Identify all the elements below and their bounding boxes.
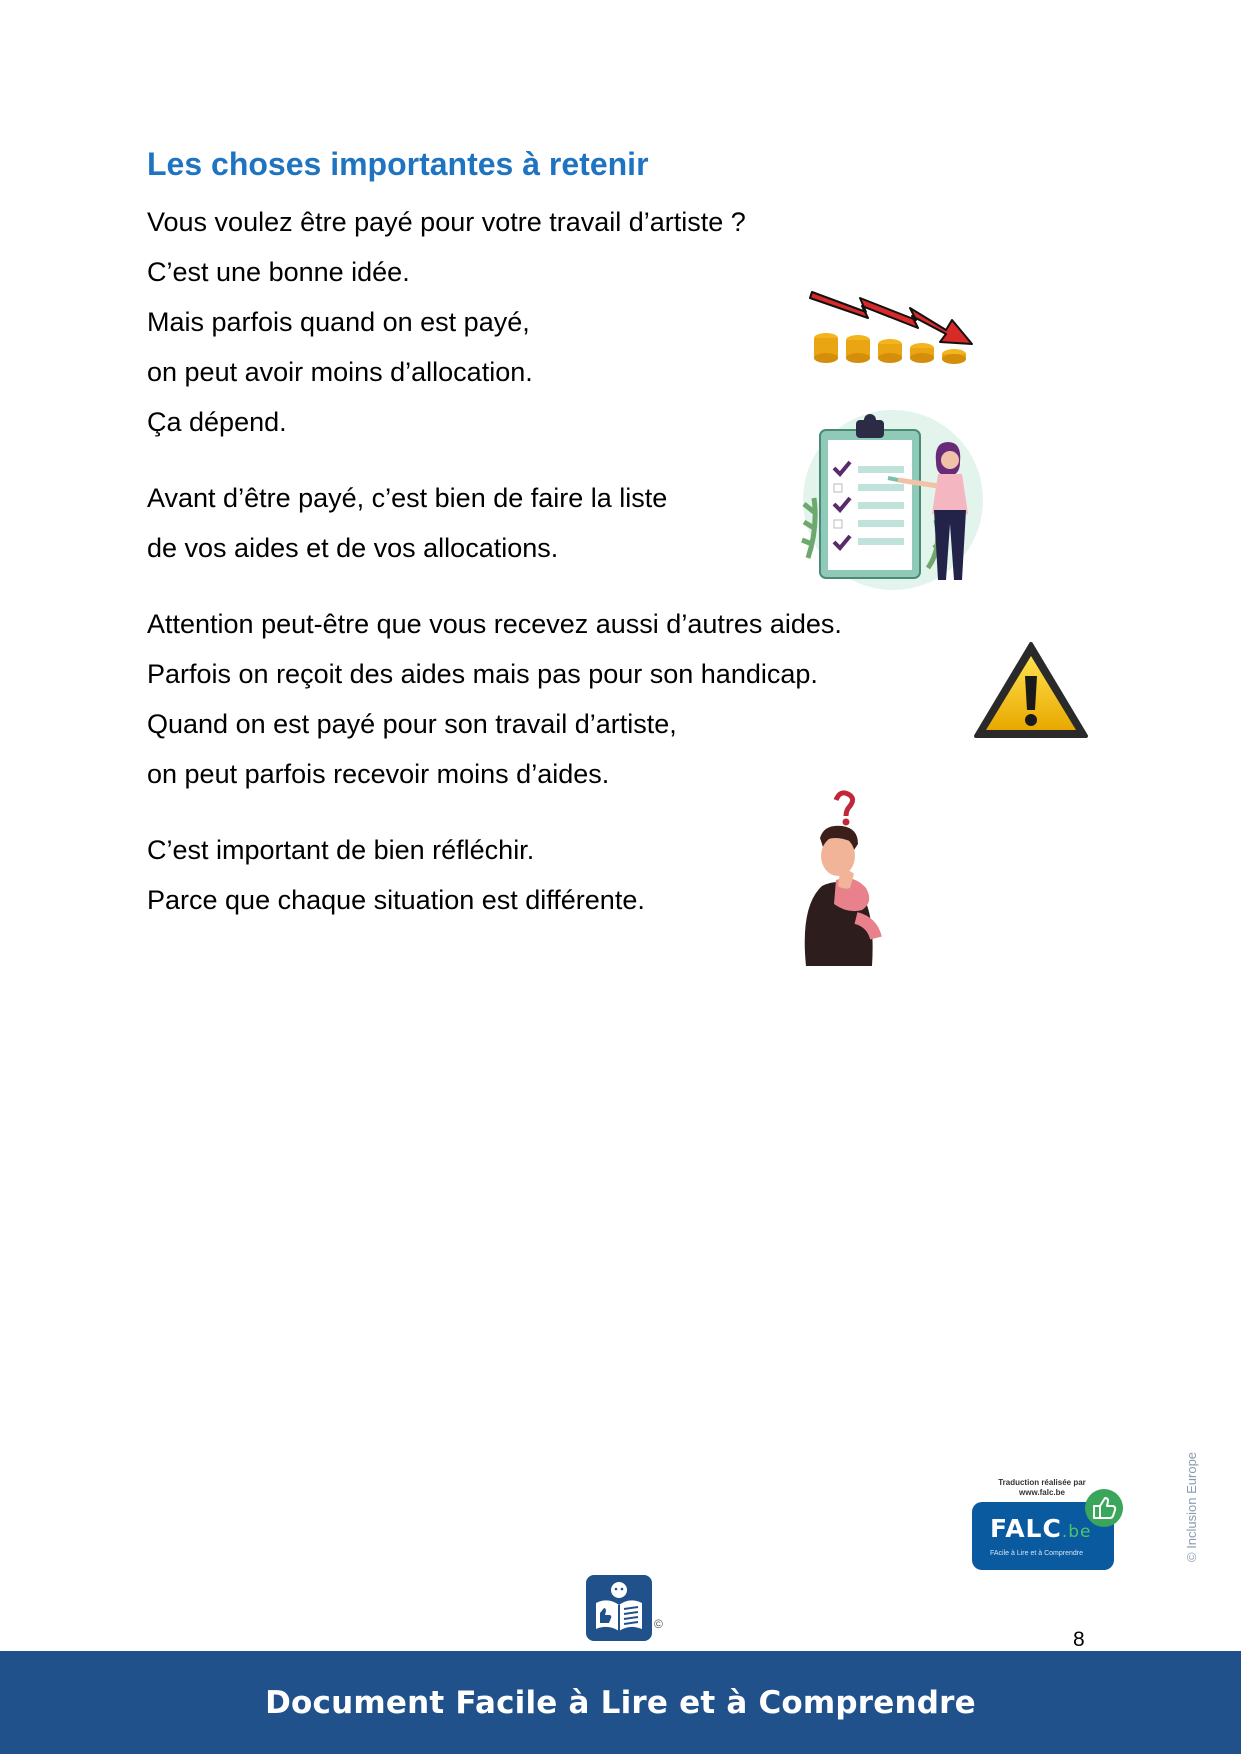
body-line: Vous voulez être payé pour votre travail d’artiste ?: [147, 207, 746, 237]
falc-tagline: FAcile à Lire et à Comprendre: [990, 1550, 1083, 1557]
falc-logo-main: FALC: [990, 1514, 1062, 1543]
falc-caption-line1: Traduction réalisée par: [998, 1478, 1086, 1487]
body-line: C’est une bonne idée.: [147, 257, 410, 287]
body-line: Parce que chaque situation est différente.: [147, 885, 645, 915]
chart-down-coins-icon: [806, 286, 976, 366]
body-line: on peut avoir moins d’allocation.: [147, 357, 533, 387]
footer-title: Document Facile à Lire et à Comprendre: [265, 1684, 976, 1721]
footer-bar: [0, 1651, 1241, 1754]
checklist-woman-icon: [798, 408, 984, 592]
body-line: Avant d’être payé, c’est bien de faire la liste: [147, 483, 668, 513]
body-line: Parfois on reçoit des aides mais pas pour son handicap.: [147, 659, 818, 689]
body-line: Mais parfois quand on est payé,: [147, 307, 530, 337]
body-line: C’est important de bien réfléchir.: [147, 835, 535, 865]
inclusion-europe-copyright: © Inclusion Europe: [1184, 1451, 1199, 1562]
body-line: Ça dépend.: [147, 407, 287, 437]
logo-copyright-mark: ©: [654, 1617, 663, 1631]
page-number: 8: [1073, 1628, 1085, 1651]
easy-to-read-logo-icon: [586, 1575, 652, 1641]
falc-caption-line2: www.falc.be: [1019, 1488, 1065, 1497]
warning-icon: [972, 640, 1090, 740]
falc-logo-suffix: .be: [1061, 1522, 1092, 1542]
thinking-man-icon: [796, 790, 892, 966]
section-heading: Les choses importantes à retenir: [147, 146, 649, 182]
body-line: on peut parfois recevoir moins d’aides.: [147, 759, 610, 789]
body-line: Attention peut-être que vous recevez aussi d’autres aides.: [147, 609, 842, 639]
thumbs-up-icon: [1084, 1488, 1124, 1528]
body-line: de vos aides et de vos allocations.: [147, 533, 559, 563]
body-line: Quand on est payé pour son travail d’artiste,: [147, 709, 677, 739]
